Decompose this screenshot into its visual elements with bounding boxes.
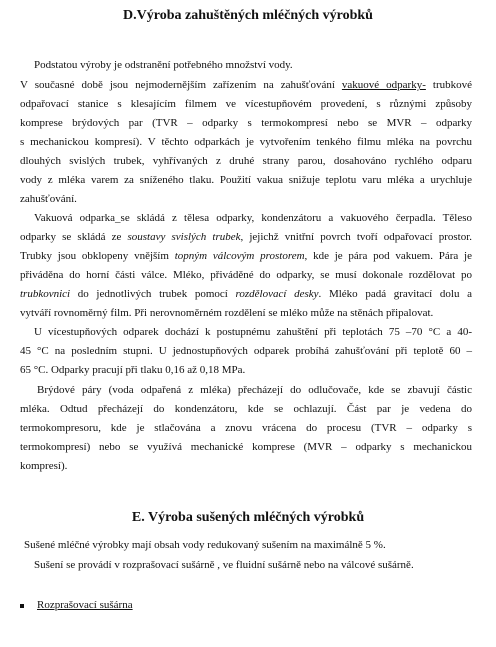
paragraph-dried-products: Sušené mléčné výrobky mají obsah vody redukovaný sušením na maximálně 5 %. [24,539,386,551]
paragraph-vapours-line-1: Brýdové páry (voda odpařená z mléka) přecházejí do odlučovače, kde se zbavují částic [37,384,472,396]
heading-section-d: D.Výroba zahuštěných mléčných výrobků [123,8,373,23]
paragraph-multistage-line-1: U vícestupňových odparek dochází k postupnému zahuštění při teplotách 75 –70 °C a 40- [34,326,472,338]
bullet-item-spray-dryer: Rozprašovací sušárna [37,599,133,611]
paragraph-multistage-line-2: 45 °C na posledním stupni. U jednostupňových odparek probíhá zahušťování při teplotě 60 – [20,345,472,357]
distribution-plate-term: rozdělovací desky [235,288,319,300]
vacuum-evaporators-term: vakuové odparky- [341,79,426,91]
tube-sheet-term: trubkovnici [20,288,71,300]
paragraph-vapours-line-2: mléka. Odtud přecházejí do kondenzátoru, kde se ochlazují. Část par je vedena do [20,403,472,415]
paragraph-vapours-line-5: kompresí). [20,460,68,472]
paragraph-evaporator-line-2: odparky se skládá ze soustavy svislých trubek, jejichž vnitřní povrch tvoří odpařovací prostor. [20,231,472,243]
paragraph-multistage-line-3: 65 °C. Odparky pracují při tlaku 0,16 až 0,18 MPa. [20,364,246,376]
paragraph-vacuum-line-1: V současné době jsou nejmodernějším zařízením na zahušťování vakuové odparky- trubkové [20,79,472,91]
paragraph-vacuum-line-2: odpařovací stanice s klesajícím filmem ve vícestupňovém provedení, s různými způsoby [20,98,472,110]
paragraph-evaporator-line-1: Vakuová odparka_se skládá z tělesa odparky, kondenzátoru a vakuového čerpadla. Těleso [34,212,472,224]
paragraph-drying-methods: Sušení se provádí v rozprašovací sušárně , ve fluidní sušárně nebo na válcové sušárně. [34,559,414,571]
paragraph-vacuum-line-7: zahušťování. [20,193,77,205]
paragraph-vapours-line-4: termokompresí) nebo se využívá mechanické komprese (MVR – odparky s mechanickou [20,441,472,453]
paragraph-vacuum-line-3: komprese brýdových par (TVR – odparky s termokompresí nebo se MVR – odparky [20,117,472,129]
paragraph-evaporator-line-4: přiváděna do horní části válce. Mléko, přiváděné do odparky, se musí dokonale rozdělovat po [20,269,472,281]
paragraph-evaporator-line-6: vytváří rovnoměrný film. Při nerovnoměrném rozdělení se mléko může na stěnách připalovat. [20,307,434,319]
heading-section-e: E. Výroba sušených mléčných výrobků [131,510,365,525]
paragraph-vacuum-line-4: s mechanickou kompresí). V těchto odparkách je vytvořením tenkého filmu mléka na povrchu [20,136,472,148]
paragraph-evaporator-line-3: Trubky jsou obklopeny vnějším topným válcovým prostorem, kde je pára pod vakuem. Pára je [20,250,472,262]
vertical-tubes-term: soustavy svislých trubek [127,231,241,243]
paragraph-vapours-line-3: termokompresoru, kde je stlačována a znovu vrácena do procesu (TVR – odparky s [20,422,472,434]
bullet-marker [20,604,24,608]
paragraph-vacuum-line-6: vody z mléka varem za sníženého tlaku. Použití vakua snižuje teplotu varu mléka a urychluje [20,174,472,186]
paragraph-evaporator-line-5: trubkovnici do jednotlivých trubek pomocí rozdělovací desky. Mléko padá gravitací dolu a [20,288,472,300]
paragraph-vacuum-line-5: dlouhých svislých trubek, vyhřívaných z druhé strany parou, dosahováno rychlého odparu [20,155,472,167]
paragraph-intro: Podstatou výroby je odstranění potřebného množství vody. [34,59,293,71]
heating-space-term: topným válcovým prostorem [174,250,305,262]
